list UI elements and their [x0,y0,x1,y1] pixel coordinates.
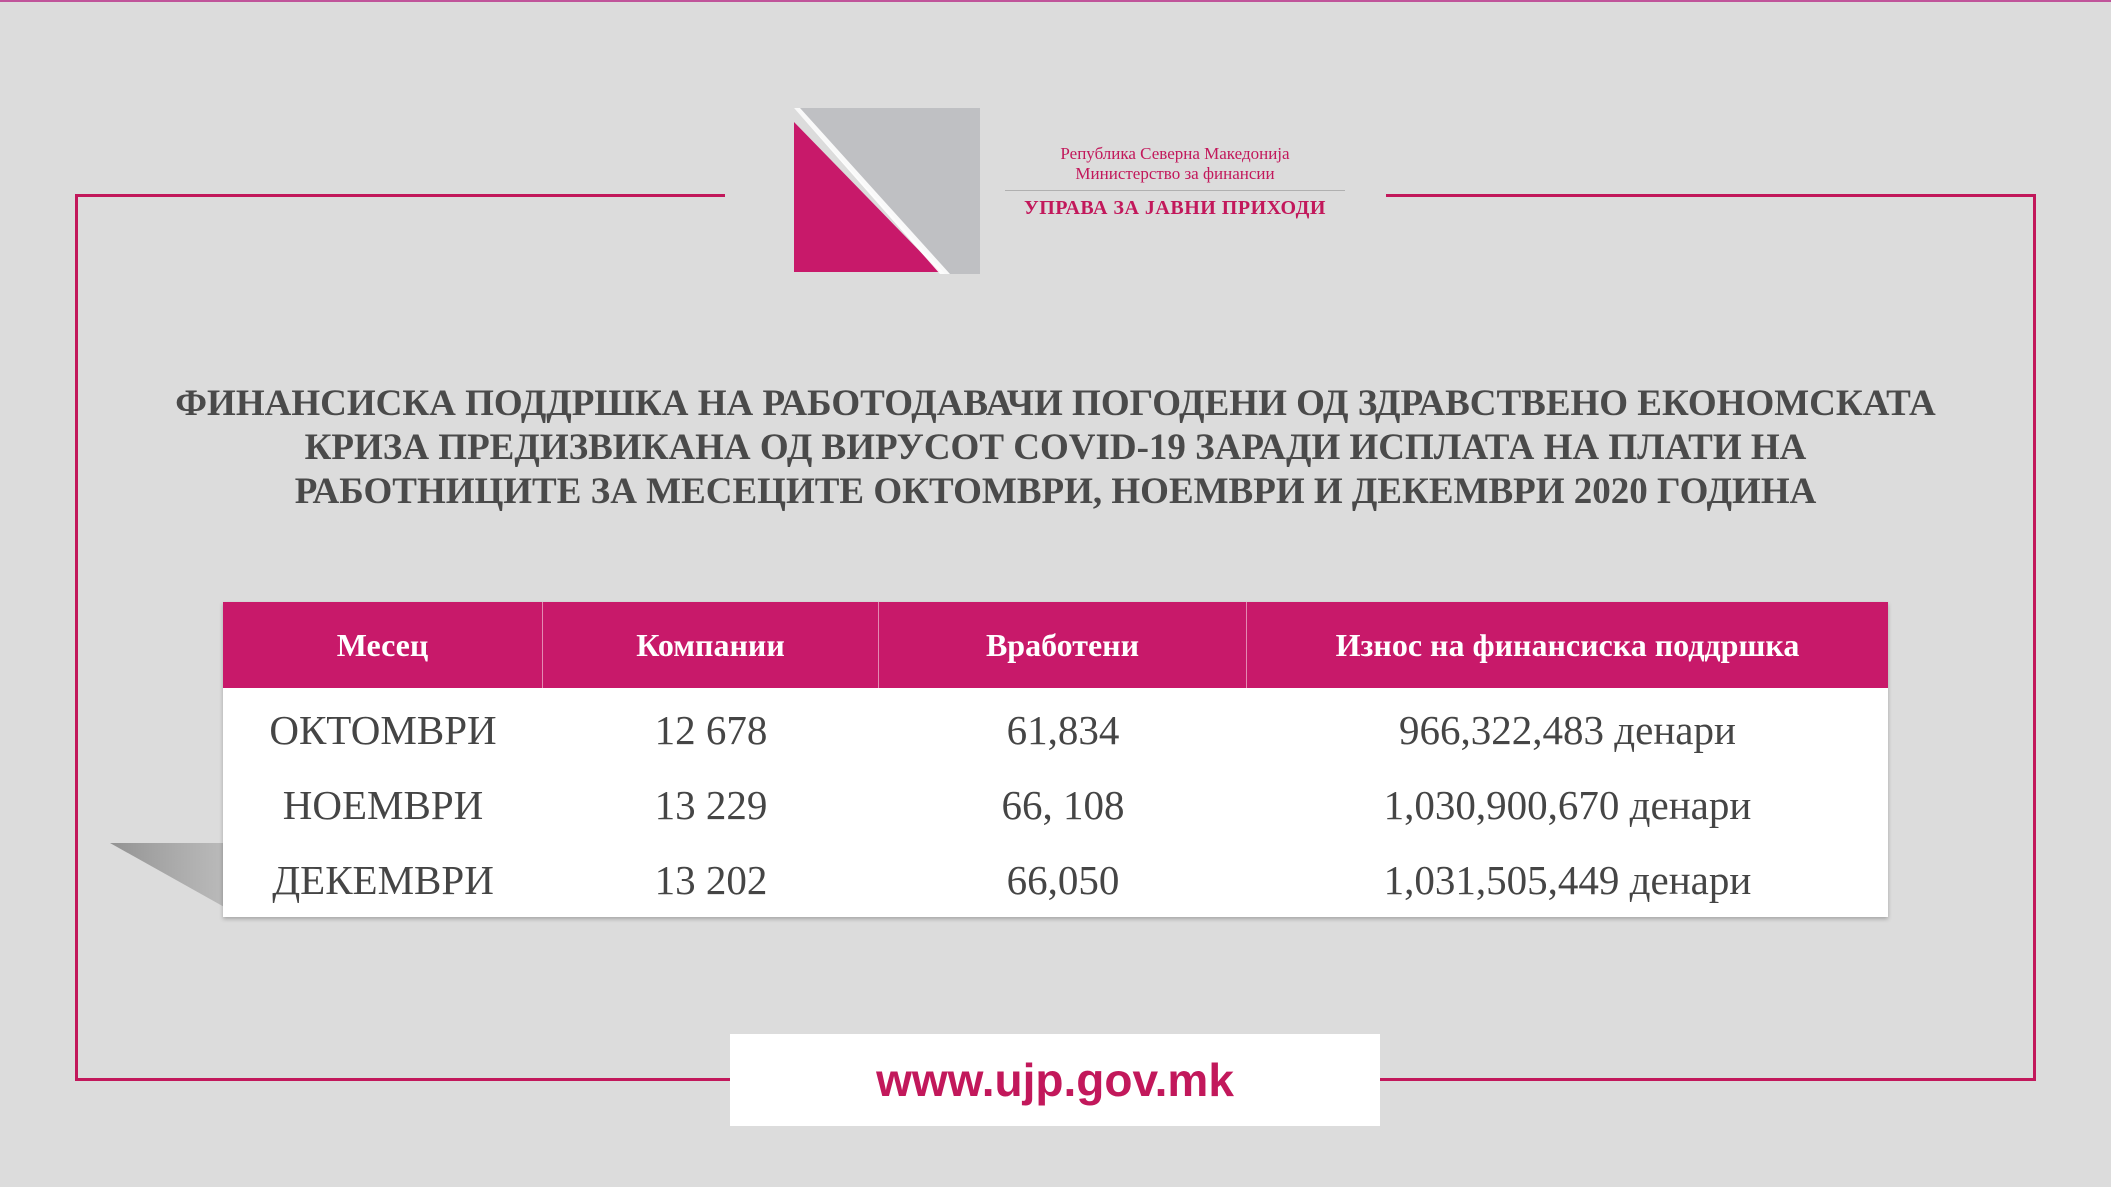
cell-companies: 13 229 [654,781,768,828]
cell-month: НОЕМВРИ [282,781,484,828]
cell-employees: 66, 108 [1001,781,1125,828]
website-box [730,1034,1380,1126]
title-line-2: КРИЗА ПРЕДИЗВИКАНА ОД ВИРУСОТ COVID-19 ЗАРАДИ ИСПЛАТА НА ПЛАТИ НА [304,427,1807,468]
table-row [223,767,1888,842]
decorative-shadow [110,843,235,913]
page-title [120,382,1991,514]
cell-amount: 1,031,505,449 денари [1383,856,1752,903]
logo-country: Република Северна Македонија [1060,144,1290,163]
cell-employees: 66,050 [1006,856,1120,903]
table-row [223,692,1888,767]
website-link[interactable]: www.ujp.gov.mk [876,1054,1234,1106]
table-row [223,842,1888,917]
table-body [223,688,1888,917]
frame-top-right-line [1386,194,2036,197]
title-line-3: РАБОТНИЦИТЕ ЗА МЕСЕЦИТЕ ОКТОМВРИ, НОЕМВРИ И ДЕКЕМВРИ 2020 ГОДИНА [294,471,1817,512]
cell-amount: 966,322,483 денари [1399,706,1736,753]
logo-agency: УПРАВА ЗА ЈАВНИ ПРИХОДИ [1024,197,1326,219]
cell-companies: 13 202 [654,856,768,903]
support-table [223,602,1888,917]
cell-employees: 61,834 [1006,706,1120,753]
header-employees: Вработени [879,602,1247,688]
cell-month: ДЕКЕМВРИ [272,856,494,903]
frame-left-line [75,194,78,1081]
frame-top-left-line [75,194,725,197]
cell-amount: 1,030,900,670 денари [1383,781,1752,828]
header-amount: Износ на финансиска поддршка [1335,626,1800,663]
title-line-1: ФИНАНСИСКА ПОДДРШКА НА РАБОТОДАВАЧИ ПОГОДЕНИ ОД ЗДРАВСТВЕНО ЕКОНОМСКАТА [175,383,1936,424]
frame-right-line [2033,194,2036,1081]
cell-companies: 12 678 [654,706,768,753]
logo-divider [1005,190,1345,191]
top-accent-line [0,0,2111,2]
logo-text [1005,144,1345,220]
header-month: Месец [223,602,543,688]
logo-ministry: Министерство за финансии [1075,164,1275,183]
ujp-logo-icon [790,104,984,274]
frame-bottom-right-line [1380,1078,2036,1081]
header-companies: Компании [543,602,879,688]
frame-bottom-left-line [75,1078,730,1081]
cell-month: ОКТОМВРИ [269,706,497,753]
table-header [223,602,1888,688]
